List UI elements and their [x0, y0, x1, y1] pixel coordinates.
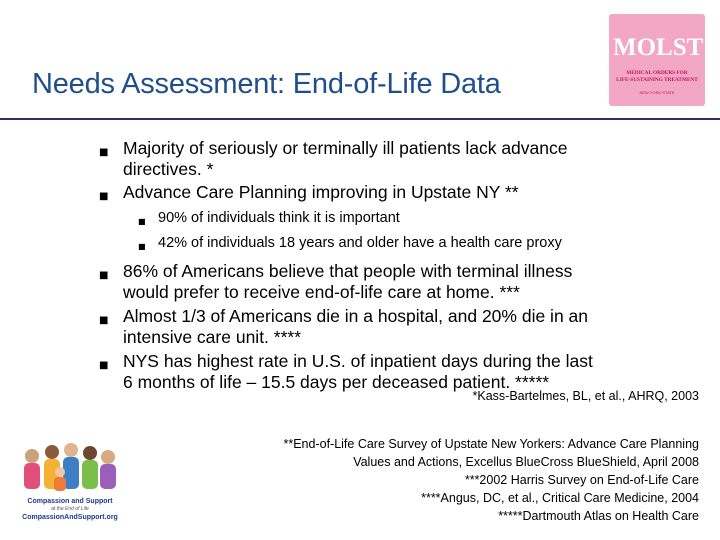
- bullet-line: NYS has highest rate in U.S. of inpatient days during the last: [123, 351, 593, 371]
- bullet-item: [99, 351, 593, 393]
- cs-logo-url: CompassionAndSupport.org: [22, 514, 118, 521]
- people-illustration-icon: [14, 442, 126, 498]
- bullet-line: Almost 1/3 of Americans die in a hospital, and 20% die in an: [123, 306, 588, 326]
- square-bullet-icon: ■: [138, 217, 146, 226]
- subbullet-item: [138, 209, 400, 228]
- bullet-line: 86% of Americans believe that people with terminal illness: [123, 261, 573, 281]
- logo-subtitle: [613, 70, 701, 84]
- bullet-item: [99, 182, 519, 203]
- compassion-support-logo: [14, 442, 126, 526]
- square-bullet-icon: ■: [99, 191, 109, 202]
- footnote: ****Angus, DC, et al., Critical Care Medicine, 2004: [421, 491, 699, 505]
- bullet-line: Advance Care Planning improving in Upstate NY **: [123, 182, 519, 202]
- title-divider: [0, 118, 720, 120]
- cs-logo-tagline: at the End of Life: [51, 506, 89, 512]
- bullet-line: directives. *: [123, 159, 214, 179]
- slide-title: Needs Assessment: End-of-Life Data: [32, 68, 501, 100]
- footnote: Values and Actions, Excellus BlueCross BlueShield, April 2008: [353, 455, 699, 469]
- bullet-line: intensive care unit. ****: [123, 327, 302, 347]
- molst-logo: [609, 14, 705, 106]
- bullet-line: 6 months of life – 15.5 days per deceased patient. *****: [123, 372, 550, 392]
- subbullet-item: [138, 234, 562, 253]
- square-bullet-icon: ■: [138, 242, 146, 251]
- logo-subtitle-line1: MEDICAL ORDERS FOR: [626, 70, 688, 76]
- bullet-item: [99, 138, 568, 180]
- bullet-line: Majority of seriously or terminally ill patients lack advance: [123, 138, 568, 158]
- subbullet-text: 90% of individuals think it is important: [158, 210, 400, 226]
- footnote: *****Dartmouth Atlas on Health Care: [498, 509, 699, 523]
- footnote: *Kass-Bartelmes, BL, et al., AHRQ, 2003: [472, 389, 699, 403]
- square-bullet-icon: ■: [99, 270, 109, 281]
- bullet-item: [99, 261, 573, 303]
- square-bullet-icon: ■: [99, 315, 109, 326]
- square-bullet-icon: ■: [99, 360, 109, 371]
- logo-word: MOLST: [613, 34, 704, 61]
- square-bullet-icon: ■: [99, 147, 109, 158]
- logo-subtitle-line2: LIFE-SUSTAINING TREATMENT: [616, 77, 698, 83]
- logo-tagline: NEW YORK STATE: [639, 90, 675, 95]
- bullet-line: would prefer to receive end-of-life care at home. ***: [123, 282, 520, 302]
- cs-logo-title: Compassion and Support: [27, 498, 113, 505]
- footnote: ***2002 Harris Survey on End-of-Life Care: [464, 473, 699, 487]
- subbullet-text: 42% of individuals 18 years and older have a health care proxy: [158, 235, 562, 251]
- footnote: **End-of-Life Care Survey of Upstate New Yorkers: Advance Care Planning: [283, 437, 699, 451]
- bullet-item: [99, 306, 588, 348]
